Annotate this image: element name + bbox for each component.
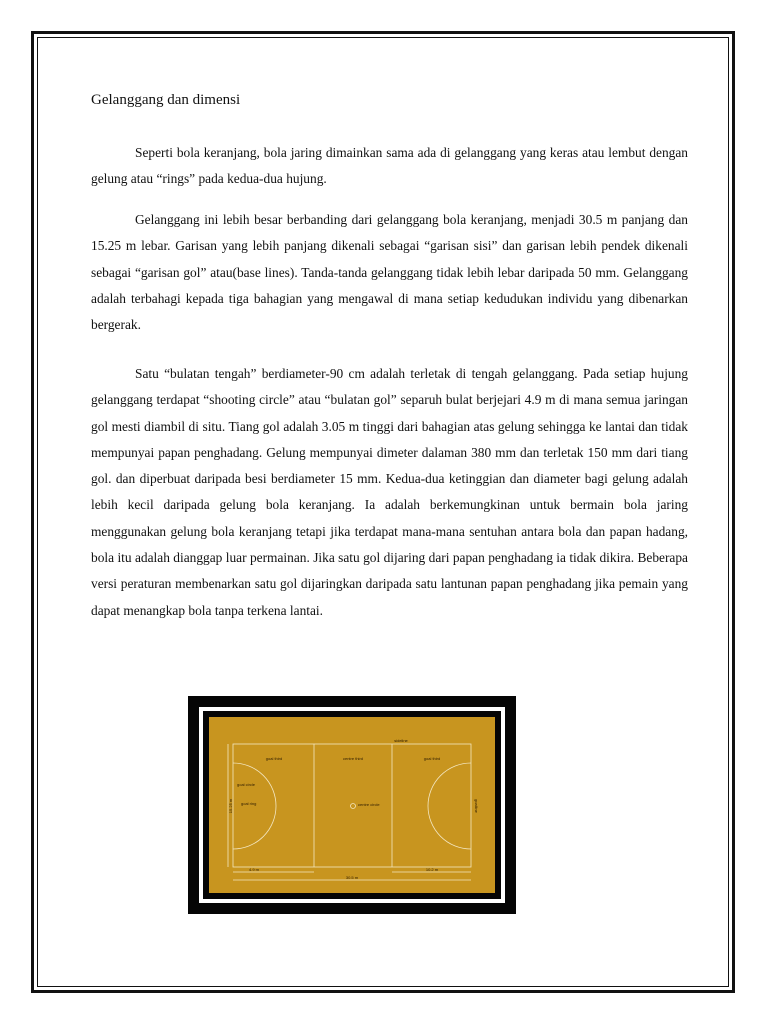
label-goalline: goalline <box>474 799 479 813</box>
label-goal-circle: goal circle <box>237 782 256 787</box>
label-goal-ring: goal ring <box>241 801 257 806</box>
label-dim-left: 4.9 m <box>248 867 260 872</box>
label-centre-third: centre third <box>342 756 364 761</box>
paragraph-1: Seperti bola keranjang, bola jaring dimainkan sama ada di gelanggang yang keras atau lembut dengan gelung atau “rings” pada kedua-dua hujung. <box>91 145 688 187</box>
label-goal-third-left: goal third <box>265 756 283 761</box>
label-dim-right: 10.2 m <box>425 867 439 872</box>
court-svg <box>188 696 516 914</box>
section-heading: Gelanggang dan dimensi <box>91 92 241 108</box>
paragraph-2: Gelanggang ini lebih besar berbanding dari gelanggang bola keranjang, menjadi 30.5 m panjang dan 15.25 m lebar. Garisan yang lebih panjang dikenali sebagai “garisan sisi” dan garisan lebih pendek dikenali sebagai “garisan gol” atau(base lines). Tanda-tanda gelanggang tidak lebih lebar daripada 50 mm. Gelanggang adalah terbahagi kepada tiga bahagian yang mengawal di mana setiap kedudukan individu yang dibenarkan bergerak. <box>91 212 688 333</box>
label-centre-circle: centre circle <box>358 802 380 807</box>
label-sideline: sideline <box>394 738 408 743</box>
label-width-dim: 15.25 m <box>228 798 233 814</box>
label-goal-third-right: goal third <box>423 756 441 761</box>
label-length-dim: 30.5 m <box>345 875 359 880</box>
paragraph-3: Satu “bulatan tengah” berdiameter-90 cm adalah terletak di tengah gelanggang. Pada setiap hujung gelanggang terdapat “shooting circle” atau “bulatan gol” separuh bulat berjejari 4.9 m di mana semua jaringan gol mesti diambil di situ. Tiang gol adalah 3.05 m tinggi dari bahagian atas gelung sehingga ke lantai dan tidak mempunyai papan penghadang. Gelung mempunyai dimeter dalaman 380 mm dan terletak 150 mm dari tiang gol. dan diperbuat daripada besi berdiameter 15 mm. Kedua-dua ketinggian dan diameter bagi gelung adalah lebih kecil daripada gelung bola keranjang. Ia adalah berkemungkinan untuk bermain bola jaring menggunakan gelung bola keranjang tetapi jika terdapat mana-mana sentuhan antara bola dan papan hadang, bola itu adalah dianggap luar permainan. Jika satu gol dijaring dari papan penghadang ia tidak dikira. Beberapa versi peraturan membenarkan satu gol dijaringkan daripada satu lantunan papan penghadang jika pemain yang dapat menangkap bola tanpa terkena lantai. <box>91 366 688 618</box>
netball-court-diagram <box>188 696 516 914</box>
